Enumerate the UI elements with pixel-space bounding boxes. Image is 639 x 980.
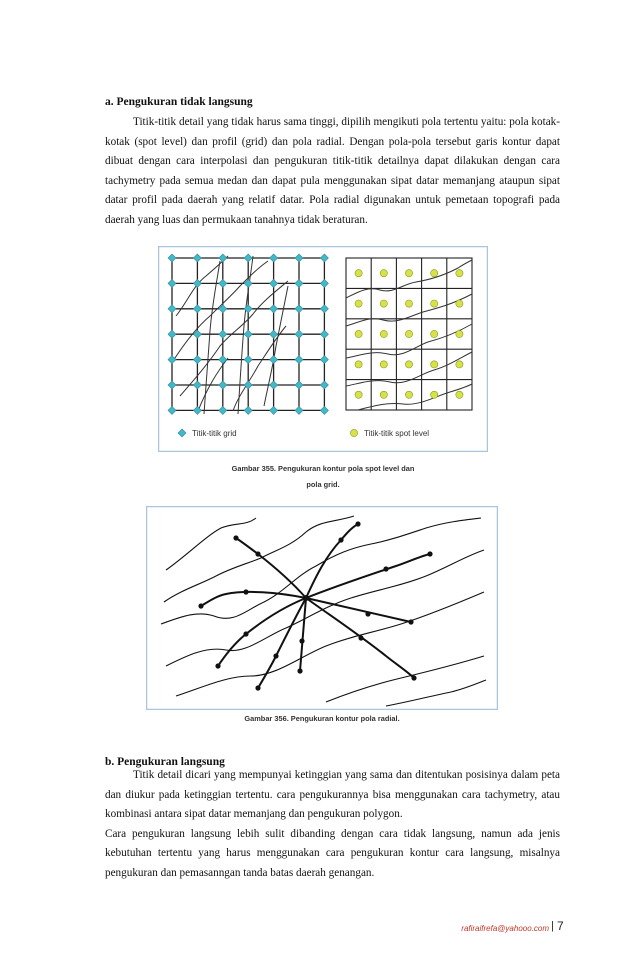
figure-355-caption-1: Gambar 355. Pengukuran kontur pola spot level dan: [231, 464, 415, 473]
legend-grid-label: Titik-titik grid: [192, 429, 237, 438]
figure-356-caption: Gambar 356. Pengukuran kontur pola radial.: [244, 714, 400, 723]
spot-level-point: [355, 361, 362, 368]
footer-email: rafiraifrefa@yahooo.com: [461, 924, 549, 933]
figure-356-diagram: [146, 506, 498, 710]
spot-level-point: [380, 361, 387, 368]
section-a-heading: a. Pengukuran tidak langsung: [105, 96, 253, 108]
legend-spot-label: Titik-titik spot level: [364, 429, 430, 438]
spot-level-point: [431, 391, 438, 398]
legend-spot-marker: [350, 429, 357, 436]
spot-level-point: [355, 300, 362, 307]
section-b-text-2: Cara pengukuran langsung lebih sulit dibanding dengan cara tidak langsung, namun ada jenis kebutuhan tertentu yang harus menggunakan cara pengukuran kontur cara langsung, misalnya pengukuran dan pemasanngan tanda batas daerah genangan.: [105, 827, 560, 879]
spot-level-point: [431, 330, 438, 337]
spot-level-point: [380, 391, 387, 398]
spot-level-point: [405, 330, 412, 337]
spot-level-point: [380, 300, 387, 307]
spot-level-point: [456, 391, 463, 398]
spot-level-point: [431, 300, 438, 307]
spot-level-point: [355, 330, 362, 337]
figure-355-caption-2: pola grid.: [306, 480, 340, 489]
spot-level-point: [456, 330, 463, 337]
spot-level-point: [405, 391, 412, 398]
spot-level-point: [431, 361, 438, 368]
footer-separator: |: [551, 920, 554, 932]
spot-level-point: [405, 361, 412, 368]
spot-level-point: [380, 330, 387, 337]
spot-level-point: [456, 300, 463, 307]
spot-level-point: [456, 270, 463, 277]
spot-level-point: [405, 300, 412, 307]
section-a-paragraph: [105, 113, 560, 231]
section-b-heading: b. Pengukuran langsung: [105, 756, 225, 768]
spot-level-point: [355, 270, 362, 277]
figure-355-diagram: [158, 246, 488, 452]
section-b-text-1: Titik detail dicari yang mempunyai ketinggian yang sama dan ditentukan posisinya dalam peta dan diukur pada ketinggian tertentu. cara pengukurannya bisa menggunakan cara tachymetry, atau kombinasi antara sipat datar memanjang dan pengukuran polygon.: [105, 769, 560, 821]
spot-level-point: [431, 270, 438, 277]
page-number: 7: [557, 919, 564, 933]
spot-level-point: [405, 270, 412, 277]
section-a-text: Titik-titik detail yang tidak harus sama tinggi, dipilih mengikuti pola tertentu yaitu: pola kotak-kotak (spot level) dan profil (grid) dan pola radial. Dengan pola-pola tersebut garis kontur dapat dibuat dengan cara interpolasi dan pengukuran titik-titik detailnya dapat dilakukan dengan cara tachymetry pada semua medan dan dapat pula menggunakan sipat datar memanjang ataupun sipat datar profil pada daerah yang relatif datar. Pola radial digunakan untuk pemetaan topografi pada daerah yang luas dan permukaan tanahnya tidak beraturan.: [105, 116, 560, 226]
section-b-paragraphs: [105, 766, 560, 884]
spot-level-point: [355, 391, 362, 398]
spot-level-point: [380, 270, 387, 277]
spot-level-point: [456, 361, 463, 368]
